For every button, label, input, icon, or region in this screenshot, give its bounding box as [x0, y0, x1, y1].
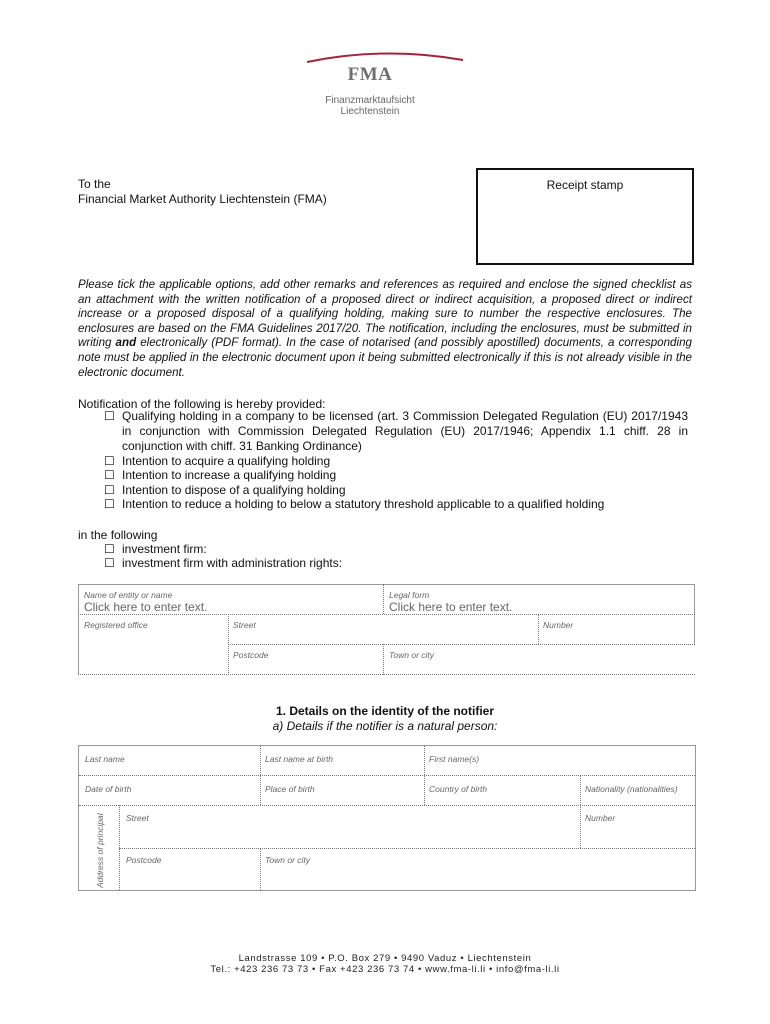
entity-name-field[interactable]: Click here to enter text.: [84, 600, 208, 614]
option-reduce[interactable]: [104, 497, 688, 512]
notification-intro: Notification of the following is hereby provided:: [78, 397, 326, 411]
following-intro: in the following: [78, 528, 158, 542]
footer-contact: Tel.: +423 236 73 73 • Fax +423 236 73 74 • www.fma-li.li • info@fma-li.li: [210, 964, 560, 975]
checkbox[interactable]: ☐: [104, 542, 115, 556]
number-label[interactable]: Number: [585, 813, 616, 823]
postcode-label[interactable]: Postcode: [126, 855, 162, 865]
checkbox[interactable]: ☐: [104, 409, 115, 423]
col-divider: [260, 746, 261, 805]
table-top-border: [78, 584, 695, 585]
receipt-stamp-label: Receipt stamp: [546, 178, 624, 192]
street-label[interactable]: Street: [126, 813, 149, 823]
option-label: Intention to dispose of a qualifying holding: [122, 483, 346, 497]
col-divider: [580, 805, 581, 848]
col-divider: [383, 584, 384, 614]
country-birth-label[interactable]: Country of birth: [429, 784, 488, 794]
town-label[interactable]: Town or city: [389, 650, 435, 660]
option-dispose[interactable]: [104, 483, 688, 498]
row-divider: [119, 848, 695, 849]
legal-form-field[interactable]: Click here to enter text.: [389, 600, 513, 614]
dob-label[interactable]: Date of birth: [85, 784, 132, 794]
number-label[interactable]: Number: [543, 620, 574, 630]
entity-table: [78, 584, 695, 675]
instructions-bold: and: [115, 336, 137, 350]
option-increase[interactable]: [104, 468, 688, 483]
col-divider: [383, 644, 384, 675]
logo-subtitle-country: Liechtenstein: [340, 106, 400, 117]
entity-name-label: Name of entity or name: [84, 590, 173, 600]
address-to: To the: [78, 177, 111, 191]
col-divider: [538, 614, 539, 644]
address-recipient: Financial Market Authority Liechtenstein (FMA): [78, 192, 327, 206]
row-divider: [228, 644, 695, 645]
instructions-paragraph: [78, 278, 692, 380]
section-subtitle: a) Details if the notifier is a natural person:: [272, 719, 498, 733]
place-birth-label[interactable]: Place of birth: [265, 784, 315, 794]
logo-name: FMA: [347, 64, 393, 85]
col-divider: [228, 614, 229, 675]
logo-subtitle: Finanzmarktaufsicht: [325, 95, 415, 106]
col-divider: [119, 805, 120, 890]
street-label[interactable]: Street: [233, 620, 256, 630]
last-name-birth-label[interactable]: Last name at birth: [265, 754, 334, 764]
last-name-label[interactable]: Last name: [85, 754, 125, 764]
registered-office-label: Registered office: [84, 620, 148, 630]
option-label: Intention to reduce a holding to below a statutory threshold applicable to a qualified holding: [122, 497, 605, 511]
option-label: Intention to increase a qualifying holding: [122, 468, 337, 482]
instructions-text-1: Please tick the applicable options, add other remarks and references as required and enclose the signed checklist as an attachment with the written notification of a proposed direct or indirect acquisition, a proposed direct or indirect increase or a proposed disposal of a qualifying holding, making sure to number the respective enclosures. The enclosures are based on the FMA Guidelines 2017/20. The notification, including the enclosures, must be submitted in writing: [78, 278, 692, 350]
option-investment-firm[interactable]: [104, 542, 207, 556]
person-table: [78, 745, 696, 891]
option-acquire[interactable]: [104, 454, 688, 469]
checkbox[interactable]: ☐: [104, 556, 115, 570]
checkbox[interactable]: ☐: [104, 468, 115, 482]
row-divider: [79, 775, 695, 776]
section-title: 1. Details on the identity of the notifier: [275, 704, 494, 718]
option-label: investment firm with administration rights:: [122, 556, 343, 570]
option-label: Intention to acquire a qualifying holding: [122, 454, 331, 468]
row-divider: [78, 614, 695, 615]
option-investment-firm-admin[interactable]: [104, 556, 342, 570]
col-divider: [424, 746, 425, 805]
postcode-label[interactable]: Postcode: [233, 650, 269, 660]
col-divider: [260, 848, 261, 890]
town-label[interactable]: Town or city: [265, 855, 311, 865]
option-label: Qualifying holding in a company to be licensed (art. 3 Commission Delegated Regulation (EU) 2017/1943 in conjunction with Commission Delegated Regulation (EU) 2017/1946; Appendix 1.1 chiff. 28 in conjunction with chiff. 31 Banking Ordinance): [122, 409, 688, 453]
checkbox[interactable]: ☐: [104, 483, 115, 497]
checkbox[interactable]: ☐: [104, 497, 115, 511]
footer-address: Landstrasse 109 • P.O. Box 279 • 9490 Vaduz • Liechtenstein: [238, 953, 532, 964]
row-divider: [78, 674, 695, 675]
checkbox[interactable]: ☐: [104, 454, 115, 468]
instructions-text-2: electronically (PDF format). In the case of notarised (and possibly apostilled) documents, a corresponding note must be applied in the electronic document upon it being submitted electronically if this is not already visible in the electronic document.: [78, 336, 692, 379]
option-qualifying-holding[interactable]: [104, 409, 688, 454]
first-names-label[interactable]: First name(s): [429, 754, 480, 764]
table-left-border: [78, 584, 79, 675]
col-divider: [580, 775, 581, 805]
receipt-stamp-box: [476, 168, 694, 265]
address-of-principal-label: Address of principal: [95, 813, 105, 888]
legal-form-label: Legal form: [389, 590, 430, 600]
row-divider: [79, 805, 695, 806]
nationality-label[interactable]: Nationality (nationalities): [585, 784, 678, 794]
option-label: investment firm:: [122, 542, 207, 556]
